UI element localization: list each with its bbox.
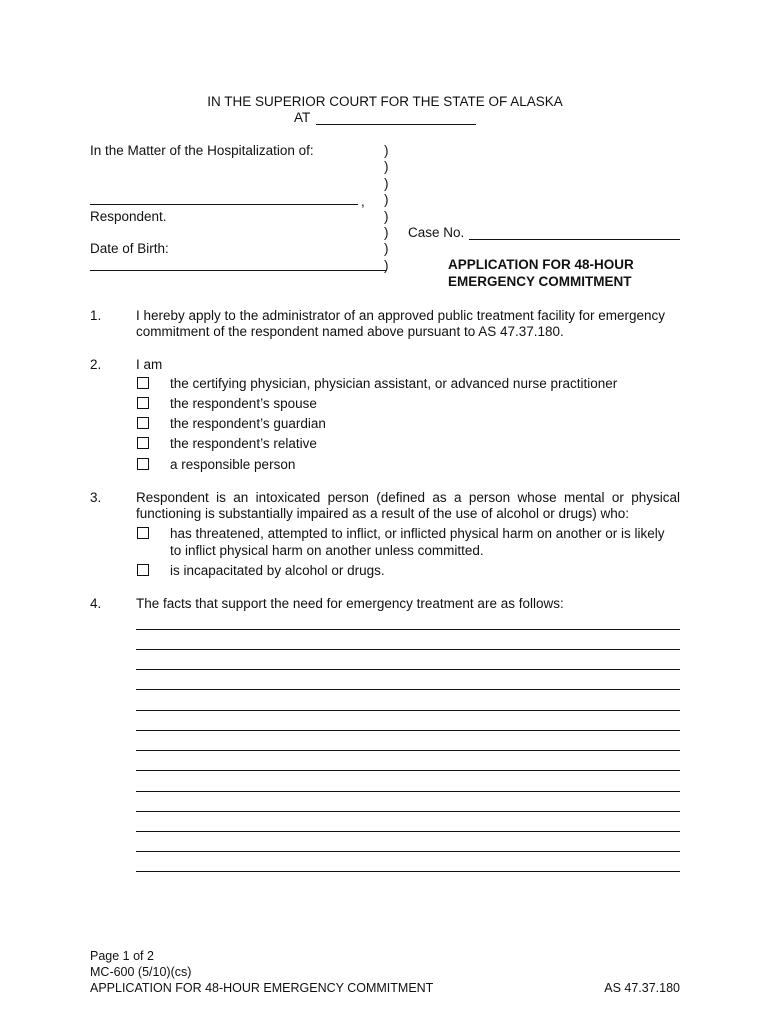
relative-checkbox[interactable] [137, 437, 149, 449]
option-label: the respondent’s spouse [170, 396, 317, 411]
matter-label: In the Matter of the Hospitalization of: [90, 143, 314, 158]
facts-line[interactable] [136, 669, 680, 670]
item3-text-line2: functioning is substantially impaired as a result of the use of alcohol or drugs) who: [136, 506, 630, 521]
facts-line[interactable] [136, 851, 680, 852]
responsible-person-checkbox[interactable] [137, 458, 149, 470]
item1-text-line1: I hereby apply to the administrator of an approved public treatment facility for emergency [136, 308, 666, 323]
incapacitated-checkbox[interactable] [137, 564, 149, 576]
physician-checkbox[interactable] [137, 377, 149, 389]
facts-line[interactable] [136, 831, 680, 832]
item4-text: The facts that support the need for emergency treatment are as follows: [136, 596, 564, 611]
option-label: the respondent’s relative [170, 436, 317, 451]
facts-line[interactable] [136, 811, 680, 812]
guardian-checkbox[interactable] [137, 417, 149, 429]
caption-paren: ) [384, 258, 389, 273]
facts-line[interactable] [136, 730, 680, 731]
option-label: the respondent’s guardian [170, 416, 326, 431]
document-title-line1: APPLICATION FOR 48-HOUR [448, 257, 634, 272]
footer-form-title: APPLICATION FOR 48-HOUR EMERGENCY COMMITMENT [90, 981, 434, 995]
respondent-label: Respondent. [90, 209, 167, 224]
dob-label: Date of Birth: [90, 241, 169, 256]
caption-paren: ) [384, 241, 389, 256]
facts-line[interactable] [136, 629, 680, 630]
caption-paren: ) [384, 159, 389, 174]
item3-text-line1: Respondent is an intoxicated person (defined as a person whose mental or physical [136, 490, 680, 505]
caption-paren: ) [384, 192, 389, 207]
case-no-label: Case No. [408, 225, 465, 240]
harm-label-line1: has threatened, attempted to inflict, or inflicted physical harm on another or is likely [170, 526, 665, 541]
facts-line[interactable] [136, 791, 680, 792]
caption-paren: ) [384, 225, 389, 240]
item1-text-line2: commitment of the respondent named above pursuant to AS 47.37.180. [136, 324, 564, 339]
respondent-name-field[interactable] [90, 204, 358, 205]
harm-label-line2: to inflict physical harm on another unless committed. [170, 543, 484, 558]
at-label: AT [294, 110, 311, 125]
footer-page: Page 1 of 2 [90, 949, 154, 963]
court-location-field[interactable] [316, 124, 476, 125]
item2-intro: I am [136, 357, 163, 372]
caption-paren: ) [384, 143, 389, 158]
footer-form-no: MC-600 (5/10)(cs) [90, 965, 192, 979]
spouse-checkbox[interactable] [137, 397, 149, 409]
document-title-line2: EMERGENCY COMMITMENT [448, 274, 632, 289]
item1-number: 1. [90, 308, 102, 323]
case-no-field[interactable] [469, 239, 680, 240]
facts-line[interactable] [136, 871, 680, 872]
court-heading: IN THE SUPERIOR COURT FOR THE STATE OF ALASKA [207, 94, 563, 109]
dob-field[interactable] [90, 270, 386, 271]
item2-number: 2. [90, 357, 102, 372]
facts-line[interactable] [136, 649, 680, 650]
facts-line[interactable] [136, 770, 680, 771]
facts-line[interactable] [136, 689, 680, 690]
facts-line[interactable] [136, 750, 680, 751]
option-label: a responsible person [170, 457, 296, 472]
name-comma: , [361, 194, 365, 209]
option-label: the certifying physician, physician assistant, or advanced nurse practitioner [170, 376, 618, 391]
item4-number: 4. [90, 596, 102, 611]
footer-statute: AS 47.37.180 [604, 981, 680, 995]
item3-number: 3. [90, 490, 102, 505]
caption-paren: ) [384, 209, 389, 224]
incapacitated-label: is incapacitated by alcohol or drugs. [170, 563, 385, 578]
facts-line[interactable] [136, 710, 680, 711]
harm-checkbox[interactable] [137, 527, 149, 539]
caption-paren: ) [384, 176, 389, 191]
